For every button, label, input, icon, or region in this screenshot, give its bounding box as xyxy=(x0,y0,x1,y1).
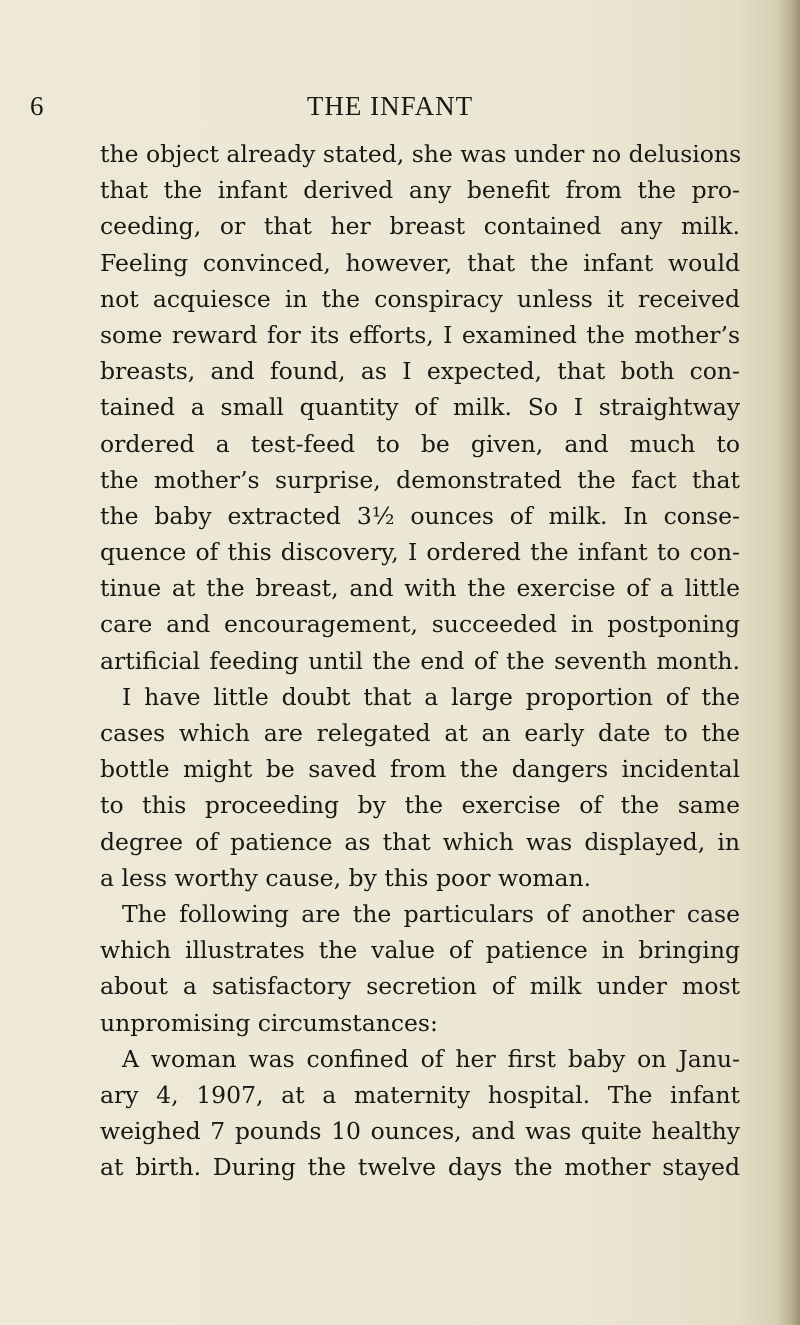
text-line: cases which are relegated at an early date to the xyxy=(100,719,740,747)
text-line: I have little doubt that a large proportion of the xyxy=(122,682,740,711)
text-line: ordered a test-feed to be given, and much to xyxy=(100,429,740,458)
text-line: the baby extracted 3½ ounces of milk. In conse- xyxy=(100,501,740,530)
text-line: tained a small quantity of milk. So I straightway xyxy=(100,393,740,422)
text-line: that the infant derived any benefit from the pro- xyxy=(100,176,740,205)
text-line: weighed 7 pounds 10 ounces, and was quite healthy xyxy=(100,1117,740,1146)
text-line: breasts, and found, as I expected, that both con- xyxy=(100,357,740,386)
text-line: ceeding, or that her breast contained any milk. xyxy=(100,212,740,241)
page-edge-shadow xyxy=(778,0,800,1325)
text-line: care and encouragement, succeeded in postponing xyxy=(100,610,740,639)
running-title: THE INFANT xyxy=(306,91,474,121)
text-line: degree of patience as that which was displayed, in xyxy=(100,827,740,856)
text-line: artificial feeding until the end of the seventh month. xyxy=(100,646,740,675)
text-line: unpromising circumstances: xyxy=(100,1008,438,1037)
body-text xyxy=(100,136,740,1185)
text-line: about a satisfactory secretion of milk under most xyxy=(100,972,740,1001)
text-line: which illustrates the value of patience in bringing xyxy=(100,936,740,965)
text-line: the mother’s surprise, demonstrated the fact that xyxy=(100,465,740,494)
text-line: a less worthy cause, by this poor woman. xyxy=(100,863,592,892)
text-line: bottle might be saved from the dangers incidental xyxy=(100,755,740,784)
text-line: The following are the particulars of another case xyxy=(122,899,740,928)
text-line: to this proceeding by the exercise of the same xyxy=(100,791,740,820)
running-head xyxy=(30,86,730,126)
text-line: ary 4, 1907, at a maternity hospital. The infant xyxy=(100,1080,740,1109)
text-line: Feeling convinced, however, that the infant would xyxy=(100,248,740,277)
text-line: some reward for its efforts, I examined the mother’s xyxy=(100,320,740,349)
text-line: at birth. During the twelve days the mother stayed xyxy=(100,1153,740,1182)
text-line: quence of this discovery, I ordered the infant to con- xyxy=(100,538,740,567)
text-line: the object already stated, she was under no delusions xyxy=(100,140,742,168)
text-line: not acquiesce in the conspiracy unless it received xyxy=(100,284,740,313)
page-number: 6 xyxy=(30,91,44,121)
text-line: A woman was confined of her first baby on Janu- xyxy=(122,1044,740,1073)
text-line: tinue at the breast, and with the exercise of a little xyxy=(100,574,740,603)
